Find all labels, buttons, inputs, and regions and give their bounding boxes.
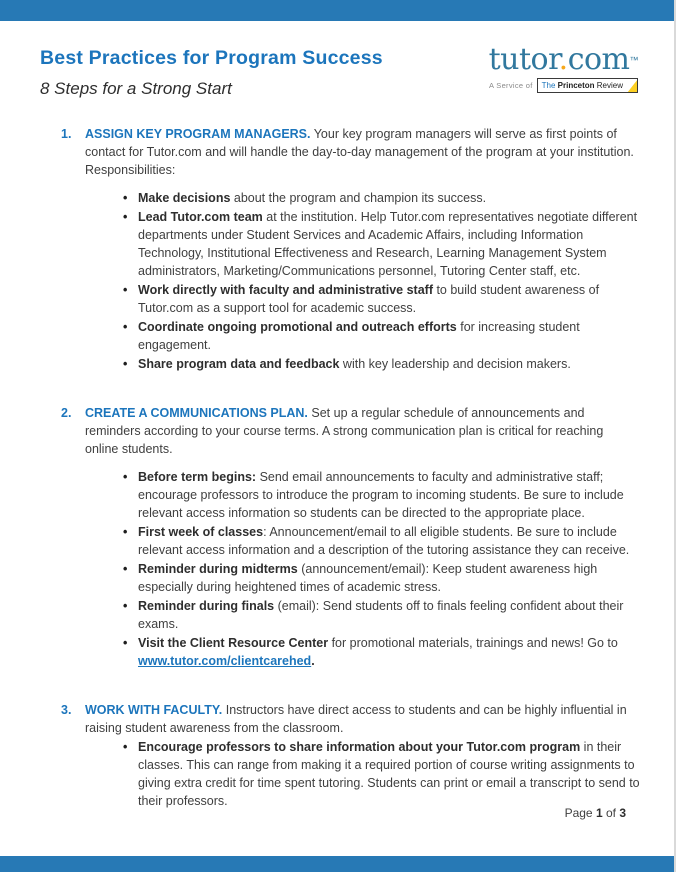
document-header <box>40 42 640 99</box>
steps-list <box>40 125 640 810</box>
bullet-item: • Share program data and feedback with key leadership and decision makers. <box>138 355 640 373</box>
bullet-item: • Visit the Client Resource Center for promotional materials, trainings and news! Go to www.tutor.com/clientcarehed. <box>138 634 640 670</box>
bullet-item: • First week of classes: Announcement/email to all eligible students. Be sure to include relevant access information and a description of the tutoring assistance they can receive. <box>138 523 640 559</box>
trademark-symbol: ™ <box>629 55 638 65</box>
step-number: 2. <box>61 406 72 420</box>
logo-wordmark: tutor.com™ <box>488 42 638 77</box>
page-number: Page 1 of 3 <box>564 806 626 820</box>
step-heading: CREATE A COMMUNICATIONS PLAN. <box>85 406 308 420</box>
page-title: Best Practices for Program Success <box>40 47 383 69</box>
bullet-item: • Reminder during midterms (announcement/email): Keep student awareness high especially during heightened times of academic stress. <box>138 560 640 596</box>
step-heading: ASSIGN KEY PROGRAM MANAGERS. <box>85 127 311 141</box>
princeton-review-badge: The Princeton Review <box>537 78 638 93</box>
bullet-item: • Lead Tutor.com team at the institution. Help Tutor.com representatives negotiate different departments under Student Services and Academic Affairs, including Information Technology, Institutional Effectiveness and Research, Learning Management System administrators, Marketing/Communications personnel, Tutoring Center staff, etc. <box>138 208 640 280</box>
total-page-number: 3 <box>619 806 626 820</box>
step-heading: WORK WITH FACULTY. <box>85 703 223 717</box>
step-number: 1. <box>61 127 72 141</box>
bullet-item: • Reminder during finals (email): Send students off to finals feeling confident about their exams. <box>138 597 640 633</box>
step-item <box>40 125 640 373</box>
after-link-text: . <box>311 654 315 668</box>
bullet-item: • Make decisions about the program and champion its success. <box>138 189 640 207</box>
step-number: 3. <box>61 703 72 717</box>
client-resource-center-link[interactable]: www.tutor.com/clientcarehed <box>138 654 312 668</box>
tutor-com-logo <box>488 42 638 93</box>
bullet-item: • Before term begins: Send email announcements to faculty and administrative staff; encourage professors to introduce the program to incoming students. Be sure to include relevant access information so students can be directed to the appropriate place. <box>138 468 640 522</box>
service-of-label: A Service of <box>489 81 533 90</box>
document-page <box>0 21 676 811</box>
title-block <box>40 45 383 99</box>
step-intro: ASSIGN KEY PROGRAM MANAGERS. Your key program managers will serve as first points of contact for Tutor.com and will handle the day-to-day management of the program at your institution. Responsibilities: <box>85 127 634 177</box>
bullet-list <box>138 468 640 670</box>
page-subtitle: 8 Steps for a Strong Start <box>40 79 232 98</box>
bullet-item: • Coordinate ongoing promotional and outreach efforts for increasing student engagement. <box>138 318 640 354</box>
step-item <box>40 404 640 670</box>
logo-dot: . <box>558 42 568 77</box>
bottom-accent-bar <box>0 856 676 872</box>
bullet-list <box>138 738 640 810</box>
step-intro: WORK WITH FACULTY. Instructors have direct access to students and can be highly influential in raising student awareness from the classroom. <box>85 703 627 735</box>
bullet-item: • Encourage professors to share information about your Tutor.com program in their classes. This can range from making it a required portion of course writing assignments to giving extra credit for time spent tutoring. Students can print or email a transcript to send to their professors. <box>138 738 640 810</box>
step-intro: CREATE A COMMUNICATIONS PLAN. Set up a regular schedule of announcements and reminders according to your course terms. A strong communication plan is critical for reaching online students. <box>85 406 604 456</box>
bullet-list <box>138 189 640 373</box>
current-page-number: 1 <box>595 806 603 820</box>
bullet-item: • Work directly with faculty and administrative staff to build student awareness of Tutor.com as a support tool for academic success. <box>138 281 640 317</box>
step-item <box>40 701 640 810</box>
top-accent-bar <box>0 0 676 21</box>
logo-tagline <box>489 78 638 93</box>
